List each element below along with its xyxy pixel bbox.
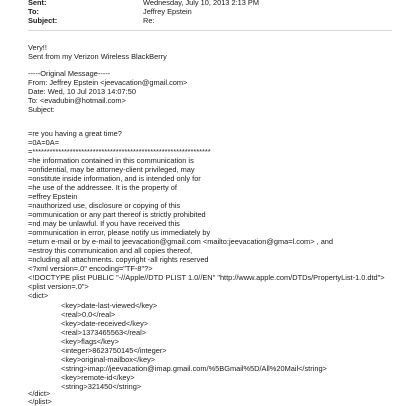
plist-dict-close: </dict> <box>28 389 51 398</box>
header-to-value: Jeffrey Epstein <box>143 7 192 16</box>
plist-value: <string>321450</string> <box>61 382 142 391</box>
disclaimer-line: =he information contained in this communication is <box>28 156 194 165</box>
disclaimer-line: =eturn e-mail or by e-mail to jeevacation@gmail.com <mailto:jeevacation@gma=l.com> , and <box>28 237 334 246</box>
disclaimer-separator: =************************************************************** <box>28 147 211 156</box>
message-body-line: =re you having a great time? <box>28 129 122 138</box>
plist-doctype: <!DOCTYPE plist PUBLIC "-//Apple//DTD PLIST 1.0//EN" "http://www.apple.com/DTDs/PropertyList-1.0.dtd"> <box>28 273 385 282</box>
disclaimer-line: =nauthorized use, disclosure or copying of this <box>28 201 181 210</box>
signature-line: Sent from my Verizon Wireless BlackBerry <box>28 52 167 61</box>
plist-dict-open: <dict> <box>28 291 49 300</box>
plist-key: <key>original-mailbox</key> <box>61 355 156 364</box>
original-subject-line: Subject: <box>28 105 55 114</box>
plist-close: </plist> <box>28 397 52 406</box>
disclaimer-line: =nd may be unlawful. If you have received this <box>28 219 180 228</box>
plist-key: <key>flags</key> <box>61 337 119 346</box>
message-body-line: =0A=0A= <box>28 138 60 147</box>
reply-line: Very!! <box>28 43 47 52</box>
disclaimer-line: =ncluding all attachments. copyright -all rights reserved <box>28 255 209 264</box>
disclaimer-line: =ommunication or any part thereof is strictly prohibited <box>28 210 206 219</box>
header-subject-value: Re: <box>143 16 155 25</box>
disclaimer-line: =ommunication in error, please notify us immediately by <box>28 228 211 237</box>
plist-key: <key>date-received</key> <box>61 319 149 328</box>
disclaimer-line: =onstitute inside information, and is intended only for <box>28 174 201 183</box>
header-sent-value: Wednesday, July 10, 2013 2:13 PM <box>143 0 259 7</box>
disclaimer-line: =he use of the addressee. It is the property of <box>28 183 177 192</box>
disclaimer-line: =onfidential, may be attorney-client privileged, may <box>28 165 195 174</box>
plist-value: <real>1373465563</real> <box>61 328 147 337</box>
plist-value: <real>0.0</real> <box>61 310 116 319</box>
plist-xml-declaration: <?xml version=.0" encoding="TF-8"?> <box>28 264 153 273</box>
header-divider <box>28 30 392 31</box>
original-from-line: From: Jeffrey Epstein <jeevacation@gmail.com> <box>28 78 188 87</box>
disclaimer-line: =effrey Epstein <box>28 192 78 201</box>
original-message-separator: -----Original Message----- <box>28 69 111 78</box>
original-to-line: To: <evadubin@hotmail.com> <box>28 96 126 105</box>
header-sent-label: Sent: <box>28 0 47 7</box>
header-to-label: To: <box>28 7 39 16</box>
disclaimer-line: =estroy this communication and all copies thereof, <box>28 246 193 255</box>
plist-open: <plist version=.0"> <box>28 282 89 291</box>
plist-key: <key>remote-id</key> <box>61 373 135 382</box>
original-date-line: Date: Wed, 10 Jul 2013 14:07:50 <box>28 87 136 96</box>
header-subject-label: Subject: <box>28 16 58 25</box>
plist-value: <integer>8623750145</integer> <box>61 346 167 355</box>
plist-value: <string>imap://jeevacation@imap.gmail.com/%5BGmail%5D/All%20Mail</string> <box>61 364 327 373</box>
plist-key: <key>date-last-viewed</key> <box>61 301 158 310</box>
